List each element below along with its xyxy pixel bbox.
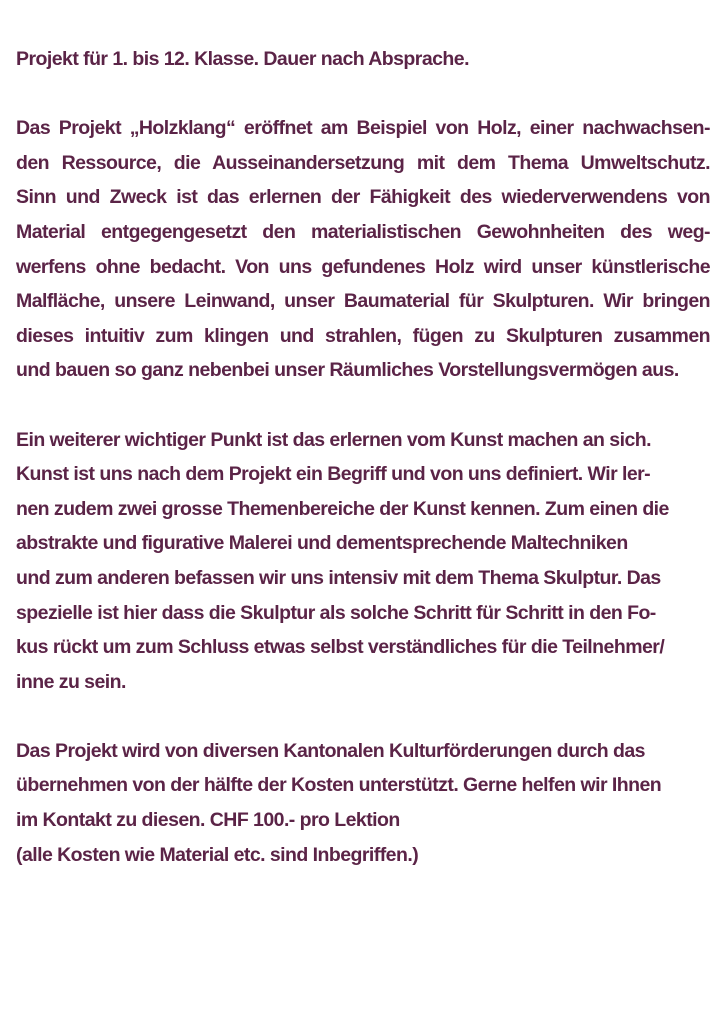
text-line: und bauen so ganz nebenbei unser Räumliches Vorstellungsvermögen aus. [16,359,679,382]
price-line: im Kontakt zu diesen. CHF 100.- pro Lektion [16,809,400,832]
text-line: inne zu sein. [16,670,126,693]
text-line: Material entgegengesetzt den materialistischen Gewohnheiten des weg- [16,220,710,243]
text-line: Sinn und Zweck ist das erlernen der Fähigkeit des wiederverwendens von [16,186,710,209]
text-line: spezielle ist hier dass die Skulptur als solche Schritt für Schritt in den Fo- [16,601,656,624]
text-line: den Ressource, die Ausseinandersetzung mit dem Thema Umweltschutz. [16,151,710,174]
text-line: nen zudem zwei grosse Themenbereiche der Kunst kennen. Zum einen die [16,497,669,520]
text-line: und zum anderen befassen wir uns intensiv mit dem Thema Skulptur. Das [16,566,661,589]
text-line: Malfläche, unsere Leinwand, unser Baumaterial für Skulpturen. Wir bringen [16,290,710,313]
text-line: Kunst ist uns nach dem Projekt ein Begriff und von uns definiert. Wir ler- [16,463,651,486]
text-line: Das Projekt wird von diversen Kantonalen Kulturförderungen durch das [16,739,645,762]
price-note-line: (alle Kosten wie Material etc. sind Inbegriffen.) [16,843,419,866]
text-line: dieses intuitiv zum klingen und strahlen, fügen zu Skulpturen zusammen [16,324,710,347]
intro-line: Projekt für 1. bis 12. Klasse. Dauer nach Absprache. [16,48,469,70]
text-line: Das Projekt „Holzklang“ eröffnet am Beispiel von Holz, einer nachwachsen- [16,117,710,140]
text-line: übernehmen von der hälfte der Kosten unterstützt. Gerne helfen wir Ihnen [16,774,662,797]
document-page [16,42,710,907]
project-description-paragraph [16,111,710,388]
funding-paragraph [16,734,710,872]
text-line: Ein weiterer wichtiger Punkt ist das erlernen vom Kunst machen an sich. [16,428,651,451]
text-line: werfens ohne bedacht. Von uns gefundenes Holz wird unser künstlerische [16,255,710,278]
text-line: abstrakte und figurative Malerei und dementsprechende Maltechniken [16,532,628,555]
art-learning-paragraph [16,423,710,700]
intro-paragraph [16,42,710,77]
text-line: kus rückt um zum Schluss etwas selbst verständliches für die Teilnehmer/ [16,636,665,659]
